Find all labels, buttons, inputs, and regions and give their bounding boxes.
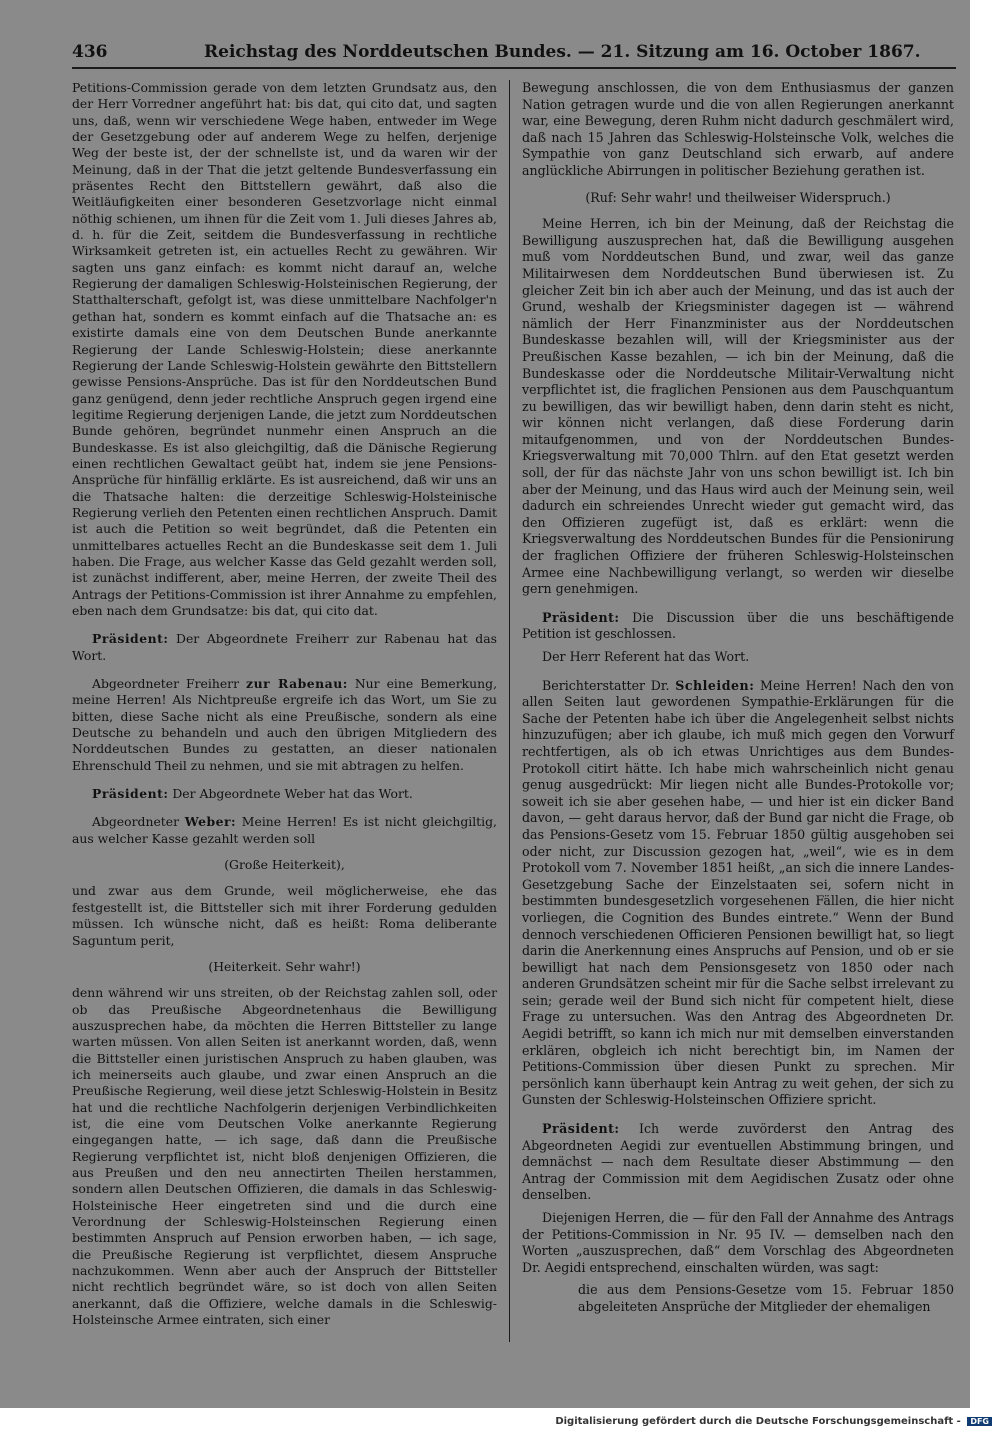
header-rule <box>72 67 956 69</box>
speech-paragraph <box>72 786 497 802</box>
right-column <box>522 80 954 1322</box>
paragraph: Petitions-Commission gerade von dem letzten Grundsatz aus, den der Herr Vorredner angeführt hat: bis dat, qui cito dat, und sagten uns, daß, wenn wir verschiedene Wege haben, entweder im Wege der Gesetzgebung oder auf anderem Wege zu helfen, derjenige Weg der beste ist, der der schnellste ist, und da waren wir der Meinung, daß in der That die jetzt geltende Bundesverfassung ein präsentes Recht den Bittstellern gewährt, daß also die Weitläufigkeiten einer besonderen Gesetzvorlage nicht einmal nöthig schienen, um ihnen für die Zeit vom 1. Juli dieses Jahres ab, d. h. für die Zeit, seitdem die Bundesverfassung in rechtliche Wirksamkeit getreten ist, ein actuelles Recht zu gewähren. Wir sagten uns ganz einfach: es kommt nicht darauf an, welche Regierung der damaligen Schleswig-Holsteinischen Regierung, der Statthalterschaft, gefolgt ist, was diese unmittelbare Nachfolger'n gethan hat, sondern es kommt einfach auf die Thatsache an: es existirte damals eine von dem Deutschen Bunde anerkannte Regierung der Lande Schleswig-Holstein; diese anerkannte Regierung der Lande Schleswig-Holstein gewährte den Bittstellern gewisse Pensions-Ansprüche. Das ist für den Norddeutschen Bund ganz genügend, denn jeder rechtliche Anspruch gegen irgend eine legitime Regierung derjenigen Lande, die jetzt zum Norddeutschen Bunde gehören, begründet nunmehr einen Anspruch an die Bundeskasse. Es ist also gleichgiltig, daß die Dänische Regierung einen rechtlichen Gewaltact geübt hat, indem sie jene Pensions-Ansprüche für hinfällig erklärte. Es ist ausreichend, daß wir uns an die Thatsache halten: die derzeitige Schleswig-Holsteinische Regierung verlieh den Petenten einen rechtlichen Anspruch. Damit ist auch die Petition so weit begründet, daß die Petenten ein unmittelbares actuelles Recht an die Bundeskasse seit dem 1. Juli haben. Die Frage, aus welcher Kasse das Geld gezahlt werden soll, ist zunächst indifferent, aber, meine Herren, der zweite Theil des Antrags der Petitions-Commission ist ihrer Annahme zu empfehlen, eben nach dem Grundsatze: bis dat, qui cito dat. <box>72 80 497 618</box>
speaker-name: zur Rabenau: <box>246 676 348 692</box>
speaker-name: Präsident: <box>542 609 620 625</box>
page-number: 436 <box>72 42 108 62</box>
left-column <box>72 80 497 1334</box>
speaker-name: Weber: <box>184 814 237 830</box>
quoted-motion: die aus dem Pensions-Gesetze vom 15. Februar 1850 abgeleiteten Ansprüche der Mitglieder der ehemaligen <box>578 1282 954 1314</box>
paragraph: Der Herr Referent hat das Wort. <box>542 649 750 664</box>
paragraph: und zwar aus dem Grunde, weil möglicherweise, ehe das festgestellt ist, die Bittsteller sich mit ihrer Forderung gedulden müssen. Ich wünsche nicht, daß es heißt: Roma deliberante Saguntum perit, <box>72 883 497 948</box>
speech-text: Ich werde zuvörderst den Antrag des Abgeordneten Aegidi zur eventuellen Abstimmung bringen, und demnächst — nach dem Resultate dieser Abstimmung — den Antrag der Commission mit dem Aegidischen Zusatz oder ohne denselben. <box>522 1121 954 1203</box>
speech-text: Meine Herren! Es ist nicht gleichgiltig, aus welcher Kasse gezahlt werden soll <box>72 814 497 846</box>
running-title: Reichstag des Norddeutschen Bundes. — 21. Sitzung am 16. October 1867. <box>204 42 921 62</box>
speaker-title: Berichterstatter Dr. <box>542 677 670 693</box>
interjection: (Große Heiterkeit), <box>224 857 345 873</box>
speech-text: Der Abgeordnete Freiherr zur Rabenau hat das Wort. <box>72 631 497 663</box>
footer-text: Digitalisierung gefördert durch die Deutsche Forschungsgemeinschaft - <box>555 1416 961 1427</box>
paragraph: denn während wir uns streiten, ob der Reichstag zahlen soll, oder ob das Preußische Abgeordnetenhaus die Bewilligung auszusprechen habe, da möchten die Herren Bittsteller zu lange warten müssen. Von allen Seiten ist anerkannt worden, daß, wenn die Bittsteller einen juristischen Anspruch zu haben glauben, was ich meinerseits auch glaube, und zwar einen Anspruch an die Preußische Regierung, weil diese jetzt Schleswig-Holstein in Besitz hat und die rechtliche Nachfolgerin derjenigen Verbindlichkeiten ist, die eine vom Deutschen Volke anerkannte Regierung eingegangen hatte, — ich sage, daß dann die Preußische Regierung verpflichtet ist, nicht bloß denjenigen Offizieren, die aus Preußen und den neu annectirten Theilen herstammen, sondern allen Deutschen Offizieren, die damals in das Schleswig-Holsteinische Heer eingetreten sind und die durch eine Verordnung der Schleswig-Holsteinschen Regierung einen bestimmten Anspruch auf Pension erworben haben, — ich sage, die Preußische Regierung ist verpflichtet, diesem Anspruche nachzukommen. Wenn aber auch der Anspruch der Bittsteller nicht rechtlich begründet wäre, so ist doch von allen Seiten anerkannt, daß die Offiziere, welche damals in die Schleswig-Holsteinsche Armee eintraten, sich einer <box>72 985 497 1328</box>
paragraph: Bewegung anschlossen, die von dem Enthusiasmus der ganzen Nation getragen wurde und die von allen Regierungen anerkannt war, eine Bewegung, deren Ruhm nicht dadurch geschmälert wird, daß nach 15 Jahren das Schleswig-Holsteinsche Volk, welches die Sympathie von ganz Deutschland sich erwarb, auf andere anglückliche Abirrungen in politischer Beziehung gerathen ist. <box>522 80 954 178</box>
dfg-logo: DFG <box>967 1417 992 1426</box>
speech-text: Der Abgeordnete Weber hat das Wort. <box>172 786 413 802</box>
speech-text: Die Discussion über die uns beschäftigende Petition ist geschlossen. <box>522 609 955 642</box>
paragraph: Diejenigen Herren, die — für den Fall der Annahme des Antrags der Petitions-Commission in Nr. 95 IV. — demselben nach den Worten „auszusprechen, daß“ dem Vorschlag des Abgeordneten Dr. Aegidi entsprechend, einschalten würden, was sagt: <box>522 1210 954 1275</box>
speaker-name: Präsident: <box>92 631 169 647</box>
speech-text: Nur eine Bemerkung, meine Herren! Als Nichtpreuße ergreife ich das Wort, um Sie zu bitten, diese Sache nicht als eine Preußische, sondern als eine Deutsche zu behandeln und auch den übrigen Mitgliedern des Norddeutschen Bundes zu gestatten, an dieser nationalen Ehrenschuld Theil zu nehmen, und sie mit abtragen zu helfen. <box>72 676 498 773</box>
page-header <box>72 42 956 68</box>
speaker-title: Abgeordneter <box>92 814 180 830</box>
speech-paragraph <box>72 631 497 664</box>
column-divider <box>509 80 510 1342</box>
speaker-name: Präsident: <box>542 1121 620 1137</box>
interjection: (Heiterkeit. Sehr wahr!) <box>208 958 361 974</box>
speaker-name: Schleiden: <box>675 677 755 693</box>
interjection: (Ruf: Sehr wahr! und theilweiser Widerspruch.) <box>585 189 891 205</box>
speech-paragraph <box>522 1121 954 1204</box>
paragraph: Meine Herren, ich bin der Meinung, daß der Reichstag die Bewilligung auszusprechen hat, daß die Bewilligung ausgehen muß vom Norddeutschen Bund, und zwar, weil das ganze Militairwesen dem Norddeutschen Bund überwiesen ist. Zu gleicher Zeit bin ich aber auch der Meinung, und das ist auch der Grund, weshalb der Kriegsminister dagegen ist — während nämlich der Herr Finanzminister aus der Norddeutschen Bundeskasse bezahlen will, will der Kriegsminister aus der Preußischen Kasse bezahlen, — ich bin der Meinung, daß die Bundeskasse oder die Norddeutsche Militair-Verwaltung nicht verpflichtet ist, die fraglichen Pensionen aus dem Pauschquantum zu bewilligen, das wir bewilligt haben, denn darin steht es nicht, wir können nicht verlangen, daß diese Forderung darin mitaufgenommen, und von der Norddeutschen Bundes-Kriegsverwaltung mit 70,000 Thlrn. auf den Etat gesetzt werden soll, der für das nächste Jahr von uns schon bewilligt ist. Ich bin aber der Meinung, und das Haus wird auch der Meinung sein, weil dadurch ein schreiendes Unrecht wieder gut gemacht wird, das den Offizieren zugefügt ist, daß es erklärt: wenn die Kriegsverwaltung des Norddeutschen Bundes für die Pensionirung der fraglichen Offiziere der früheren Schleswig-Holsteinschen Armee eine Nachbewilligung verlangt, so werden wir dieselbe gern genehmigen. <box>522 216 954 597</box>
speech-text: Meine Herren! Nach den von allen Seiten laut gewordenen Sympathie-Erklärungen für die Sache der Petenten habe ich über die Angelegenheit selbst nichts hinzuzufügen; aber ich glaube, ich muß mich gegen den Vorwurf rechtfertigen, als ob ich etwas Unrichtiges aus dem Bundes-Protokoll citirt hätte. Ich habe mich wahrscheinlich nicht genau genug ausgedrückt: Mir liegen nicht alle Bundes-Protokolle vor; soweit ich sie aber gesehen habe, — und hier ist ein dicker Band davon, — geht daraus hervor, daß der Bund gar nicht die Frage, ob das Pensions-Gesetz vom 15. Februar 1850 gültig ausgehoben sei oder nicht, zur Discussion gezogen hat, „weil“, wie es in dem Protokoll vom 7. November 1851 heißt, „an sich die innere Landes-Gesetzgebung Sache der Einzelstaaten sei, sofern nicht in bestimmten bundesgesetzlich vorgesehenen Fällen, die hier nicht vorliegen, die Cognition des Bundes eintrete.“ Wenn der Bund dennoch verschiedenen Officieren Pensionen bewilligt hat, so liegt darin die Anerkennung eines Anspruchs auf Pension, und ob er sie bewilligt hat nach dem Pensionsgesetz von 1850 oder nach anderen Grundsätzen scheint mir für die Sache selbst irrelevant zu sein; gerade weil der Bund sich nicht für competent hielt, diese Frage zu untersuchen. Was den Antrag des Abgeordneten Dr. Aegidi betrifft, so kann ich mich nur mit demselben einverstanden erklären, obgleich ich nicht berechtigt bin, im Namen der Petitions-Commission über diesen Punkt zu sprechen. Mir persönlich kann überhaupt kein Antrag zu weit gehen, der sich zu Gunsten der Schleswig-Holsteinschen Offiziere spricht. <box>522 677 954 1108</box>
speaker-title: Abgeordneter Freiherr <box>92 676 240 692</box>
speech-paragraph <box>522 610 954 643</box>
speech-paragraph <box>72 676 497 774</box>
speech-paragraph <box>522 678 954 1109</box>
digitization-footer <box>555 1416 992 1427</box>
speaker-name: Präsident: <box>92 786 169 802</box>
speech-paragraph <box>72 814 497 847</box>
